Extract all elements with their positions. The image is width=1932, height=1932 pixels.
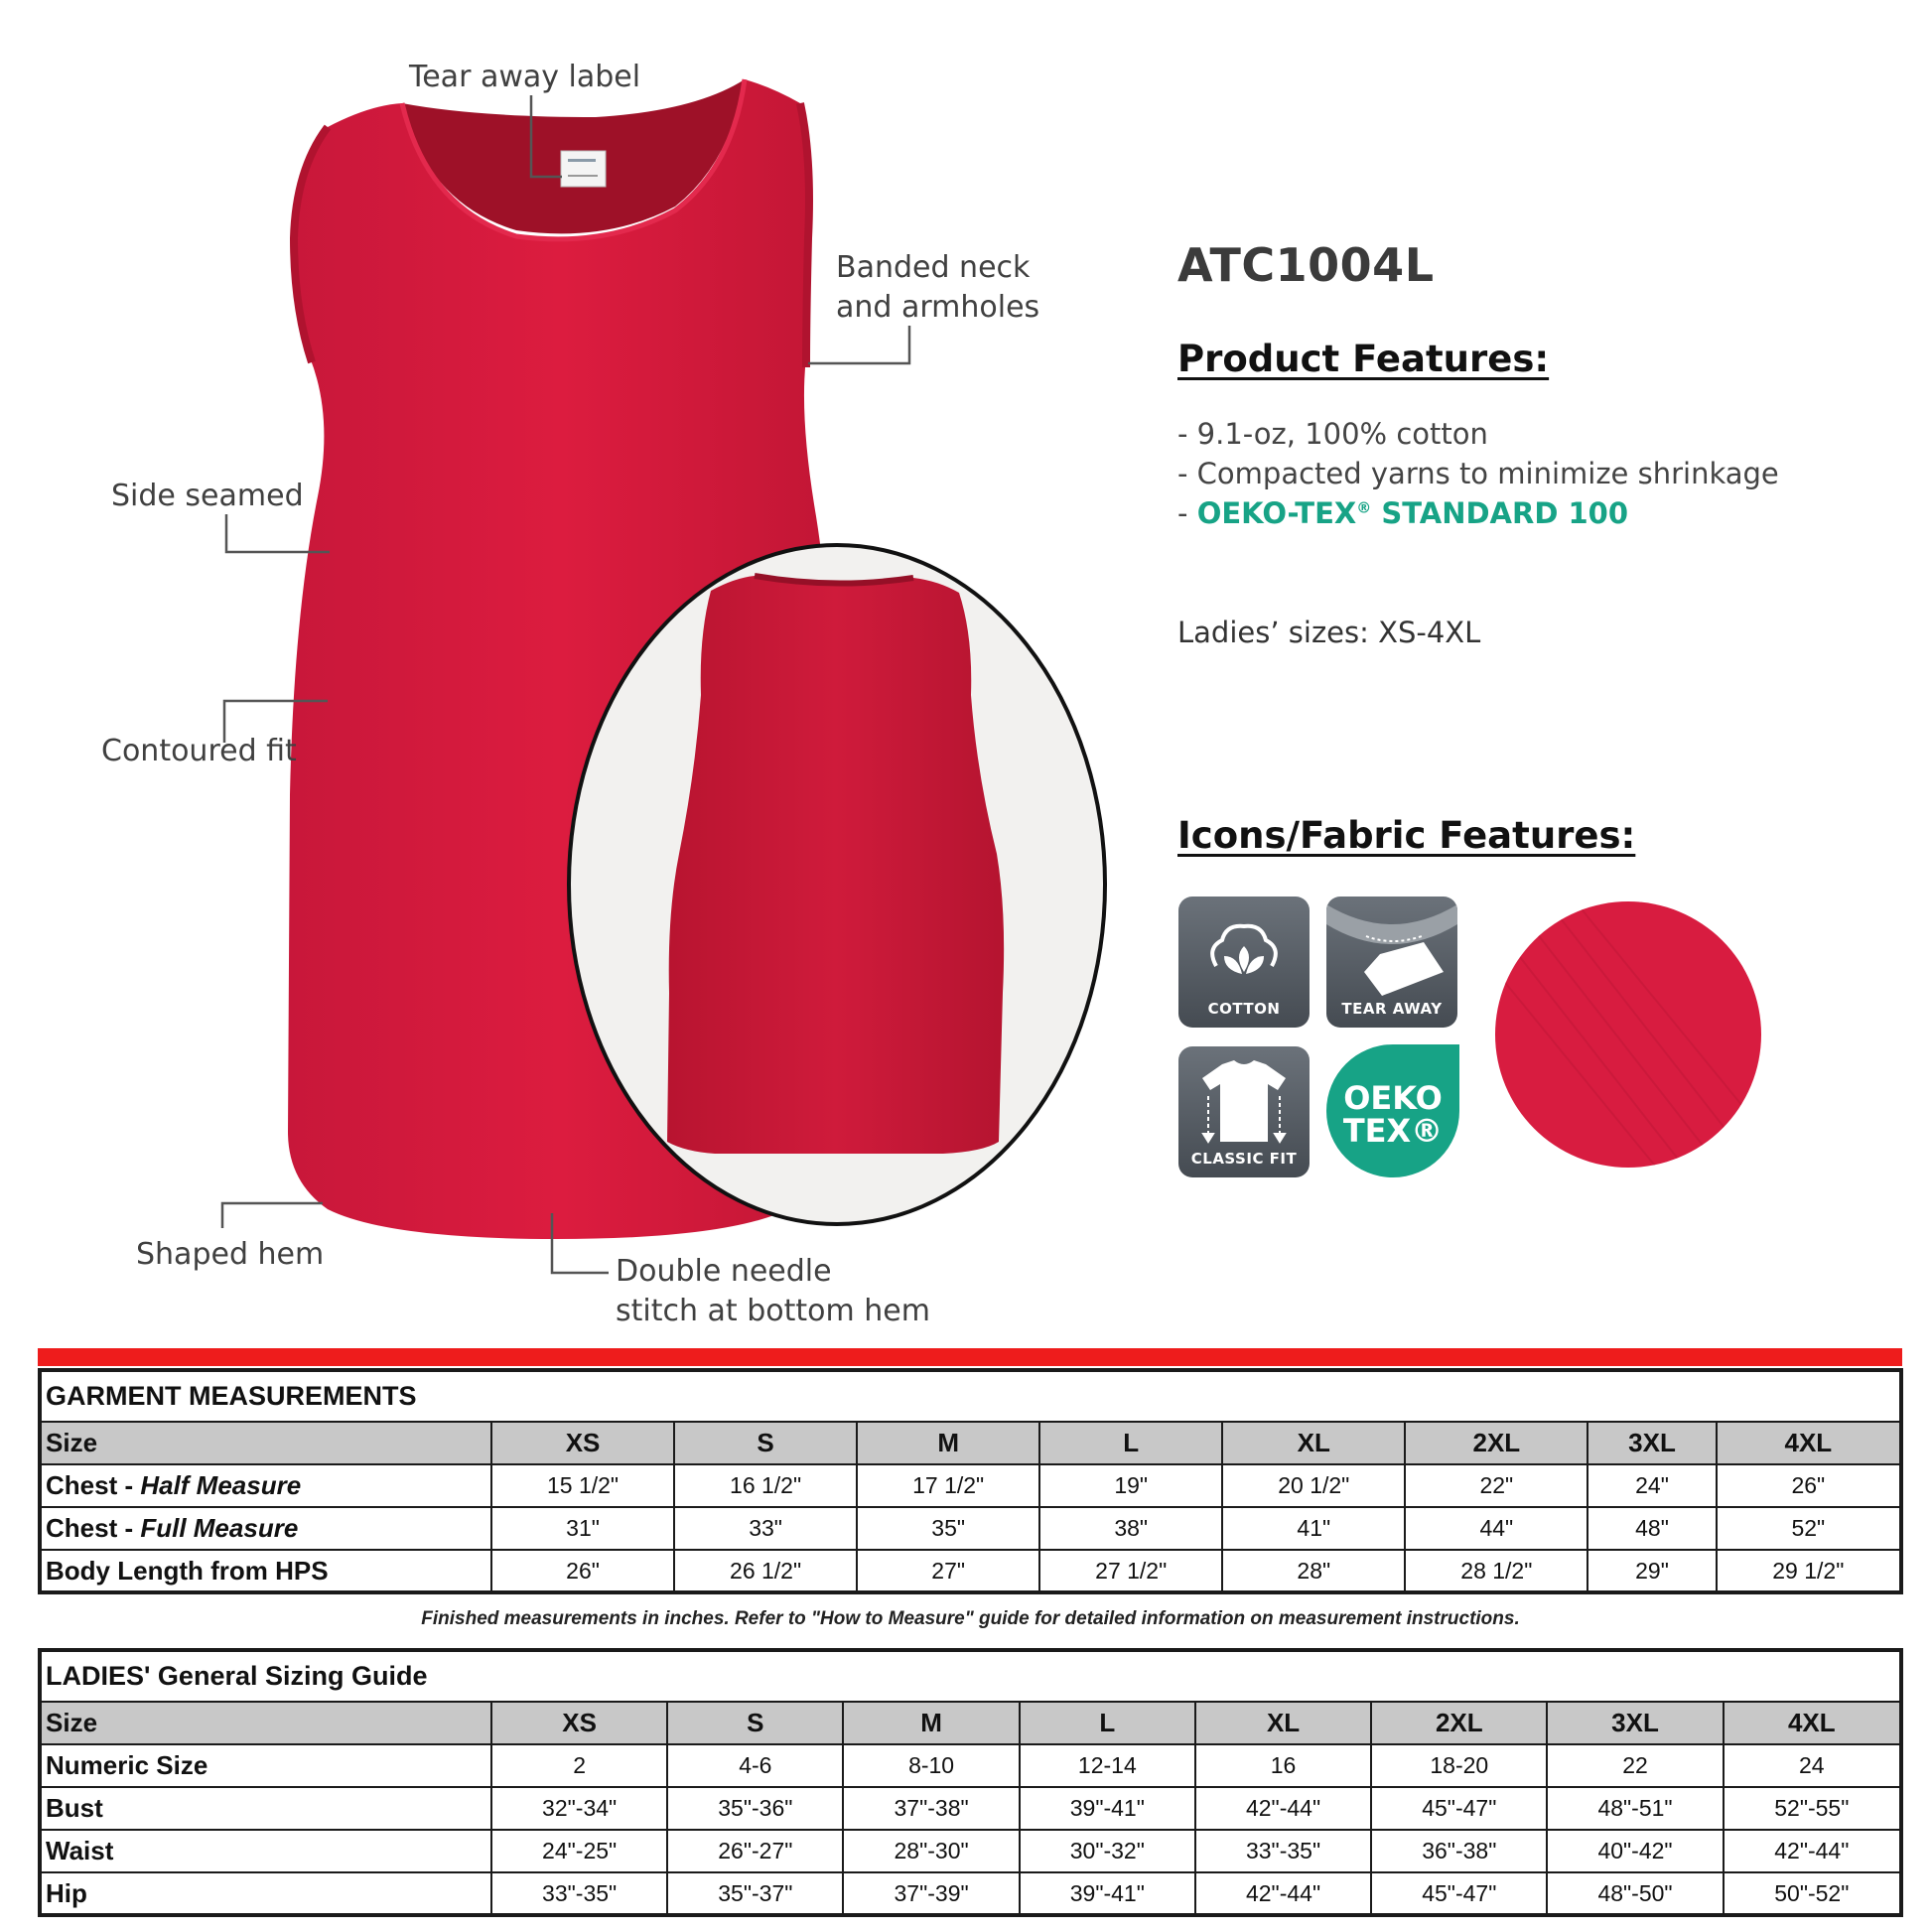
size-header-label: Size: [40, 1702, 491, 1744]
table-cell: 38": [1039, 1507, 1222, 1550]
oeko-badge-line2: TEX®: [1342, 1112, 1444, 1150]
size-header-cell: 4XL: [1724, 1702, 1901, 1744]
table-cell: 19": [1039, 1464, 1222, 1507]
size-header-row: [40, 1702, 1901, 1744]
table-cell: 48"-51": [1547, 1787, 1723, 1830]
table-cell: 31": [491, 1507, 674, 1550]
callout-double-needle-line2: stitch at bottom hem: [616, 1294, 930, 1328]
ladies-sizes: Ladies’ sizes: XS-4XL: [1177, 616, 1481, 649]
size-header-cell: 2XL: [1405, 1422, 1587, 1464]
table-cell: 26": [491, 1550, 674, 1592]
size-header-cell: XL: [1195, 1702, 1371, 1744]
table-cell: 29": [1587, 1550, 1716, 1592]
red-divider-bar: [38, 1348, 1902, 1366]
measurement-note: Finished measurements in inches. Refer to "How to Measure" guide for detailed information on measurement instructions.: [421, 1608, 1520, 1629]
table-row: [40, 1550, 1901, 1592]
table-cell: 39"-41": [1020, 1872, 1195, 1915]
row-label-chest-full: [40, 1507, 491, 1550]
size-header-cell: XS: [491, 1422, 674, 1464]
table-cell: 2: [491, 1744, 667, 1787]
cotton-icon-label: COTTON: [1207, 1000, 1281, 1018]
table-cell: 24": [1587, 1464, 1716, 1507]
size-header-cell: 3XL: [1547, 1702, 1723, 1744]
table-cell: 52": [1717, 1507, 1901, 1550]
table-cell: 45"-47": [1371, 1872, 1547, 1915]
back-view-inset: [569, 545, 1105, 1224]
table-row: [40, 1872, 1901, 1915]
tear-away-icon-tile: [1326, 897, 1457, 1028]
row-label-waist: Waist: [40, 1830, 491, 1872]
table-cell: 8-10: [843, 1744, 1019, 1787]
size-header-cell: S: [667, 1702, 843, 1744]
table-cell: 33": [674, 1507, 857, 1550]
row-label-text: Chest -: [46, 1513, 141, 1543]
row-label-emphasis: Half Measure: [140, 1470, 302, 1500]
table-cell: 50"-52": [1724, 1872, 1901, 1915]
row-label-chest-half: [40, 1464, 491, 1507]
table-cell: 45"-47": [1371, 1787, 1547, 1830]
table-cell: 24"-25": [491, 1830, 667, 1872]
size-header-cell: M: [857, 1422, 1039, 1464]
table-cell: 35"-37": [667, 1872, 843, 1915]
size-header-cell: XL: [1222, 1422, 1405, 1464]
callout-contoured-fit: Contoured fit: [101, 734, 297, 768]
table-cell: 24: [1724, 1744, 1901, 1787]
callout-shaped-hem: Shaped hem: [136, 1237, 325, 1272]
table-cell: 26 1/2": [674, 1550, 857, 1592]
size-header-cell: XS: [491, 1702, 667, 1744]
table-cell: 29 1/2": [1717, 1550, 1901, 1592]
table-cell: 12-14: [1020, 1744, 1195, 1787]
callout-double-needle-line1: Double needle: [616, 1254, 832, 1289]
callout-banded-neck-line2: and armholes: [836, 290, 1040, 325]
table-cell: 18-20: [1371, 1744, 1547, 1787]
table-cell: 27 1/2": [1039, 1550, 1222, 1592]
row-label-body-length: Body Length from HPS: [40, 1550, 491, 1592]
row-label-numeric-size: Numeric Size: [40, 1744, 491, 1787]
feature-oeko-prefix: -: [1177, 496, 1197, 530]
product-code: ATC1004L: [1177, 238, 1435, 292]
callout-banded-neck-line1: Banded neck: [836, 250, 1031, 285]
callout-side-seamed: Side seamed: [111, 479, 304, 513]
table-row: [40, 1787, 1901, 1830]
classic-fit-icon-label: CLASSIC FIT: [1190, 1150, 1298, 1168]
table-cell: 35": [857, 1507, 1039, 1550]
table-cell: 17 1/2": [857, 1464, 1039, 1507]
size-header-cell: S: [674, 1422, 857, 1464]
table-cell: 22": [1405, 1464, 1587, 1507]
ladies-sizing-guide-table: [38, 1648, 1903, 1917]
size-header-cell: L: [1020, 1702, 1195, 1744]
feature-oeko-name: OEKO-TEX: [1196, 496, 1357, 530]
table-cell: 26": [1717, 1464, 1901, 1507]
size-header-row: [40, 1422, 1901, 1464]
row-label-hip: Hip: [40, 1872, 491, 1915]
table-cell: 16: [1195, 1744, 1371, 1787]
size-header-label: Size: [40, 1422, 491, 1464]
table-cell: 36"-38": [1371, 1830, 1547, 1872]
classic-fit-icon-tile: [1178, 1046, 1310, 1177]
table-title-row: [40, 1650, 1901, 1702]
table-cell: 33"-35": [491, 1872, 667, 1915]
product-features-heading: Product Features:: [1177, 338, 1550, 380]
table-cell: 41": [1222, 1507, 1405, 1550]
table-cell: 28 1/2": [1405, 1550, 1587, 1592]
garment-table-title: GARMENT MEASUREMENTS: [40, 1370, 1901, 1422]
cotton-icon-tile: [1178, 897, 1310, 1028]
table-cell: 42"-44": [1724, 1830, 1901, 1872]
table-cell: 27": [857, 1550, 1039, 1592]
table-cell: 48"-50": [1547, 1872, 1723, 1915]
row-label-emphasis: Full Measure: [140, 1513, 299, 1543]
table-cell: 16 1/2": [674, 1464, 857, 1507]
size-header-cell: 2XL: [1371, 1702, 1547, 1744]
table-cell: 35"-36": [667, 1787, 843, 1830]
callout-tear-away-label: Tear away label: [409, 60, 641, 94]
table-cell: 20 1/2": [1222, 1464, 1405, 1507]
table-cell: 22: [1547, 1744, 1723, 1787]
feature-oeko-standard: STANDARD 100: [1371, 496, 1629, 530]
table-cell: 26"-27": [667, 1830, 843, 1872]
table-cell: 42"-44": [1195, 1872, 1371, 1915]
table-title-row: [40, 1370, 1901, 1422]
feature-oeko-text: [1197, 496, 1628, 530]
feature-item: - 9.1-oz, 100% cotton: [1177, 417, 1488, 451]
table-row: [40, 1507, 1901, 1550]
row-label-bust: Bust: [40, 1787, 491, 1830]
table-cell: 52"-55": [1724, 1787, 1901, 1830]
table-row: [40, 1744, 1901, 1787]
table-cell: 15 1/2": [491, 1464, 674, 1507]
table-cell: 37"-38": [843, 1787, 1019, 1830]
size-header-cell: L: [1039, 1422, 1222, 1464]
table-row: [40, 1464, 1901, 1507]
callout-double-needle: [616, 1252, 930, 1331]
icons-fabric-heading: Icons/Fabric Features:: [1177, 814, 1636, 857]
table-cell: 30"-32": [1020, 1830, 1195, 1872]
feature-item: - Compacted yarns to minimize shrinkage: [1177, 457, 1779, 490]
ladies-table-title: LADIES' General Sizing Guide: [40, 1650, 1901, 1702]
table-row: [40, 1830, 1901, 1872]
table-cell: 28"-30": [843, 1830, 1019, 1872]
feature-oeko-registered: ®: [1356, 498, 1372, 517]
table-cell: 44": [1405, 1507, 1587, 1550]
feature-item-oeko: [1177, 496, 1628, 530]
table-cell: 37"-39": [843, 1872, 1019, 1915]
size-header-cell: M: [843, 1702, 1019, 1744]
size-header-cell: 3XL: [1587, 1422, 1716, 1464]
oeko-badge-line1: OEKO: [1343, 1079, 1443, 1117]
size-header-cell: 4XL: [1717, 1422, 1901, 1464]
table-cell: 40"-42": [1547, 1830, 1723, 1872]
row-label-text: Chest -: [46, 1470, 141, 1500]
tear-away-icon-label: TEAR AWAY: [1341, 1000, 1443, 1018]
table-cell: 48": [1587, 1507, 1716, 1550]
table-cell: 28": [1222, 1550, 1405, 1592]
callout-banded-neck: [836, 248, 1039, 328]
table-cell: 39"-41": [1020, 1787, 1195, 1830]
garment-measurements-table: [38, 1368, 1903, 1594]
table-cell: 32"-34": [491, 1787, 667, 1830]
table-cell: 42"-44": [1195, 1787, 1371, 1830]
table-cell: 4-6: [667, 1744, 843, 1787]
table-cell: 33"-35": [1195, 1830, 1371, 1872]
